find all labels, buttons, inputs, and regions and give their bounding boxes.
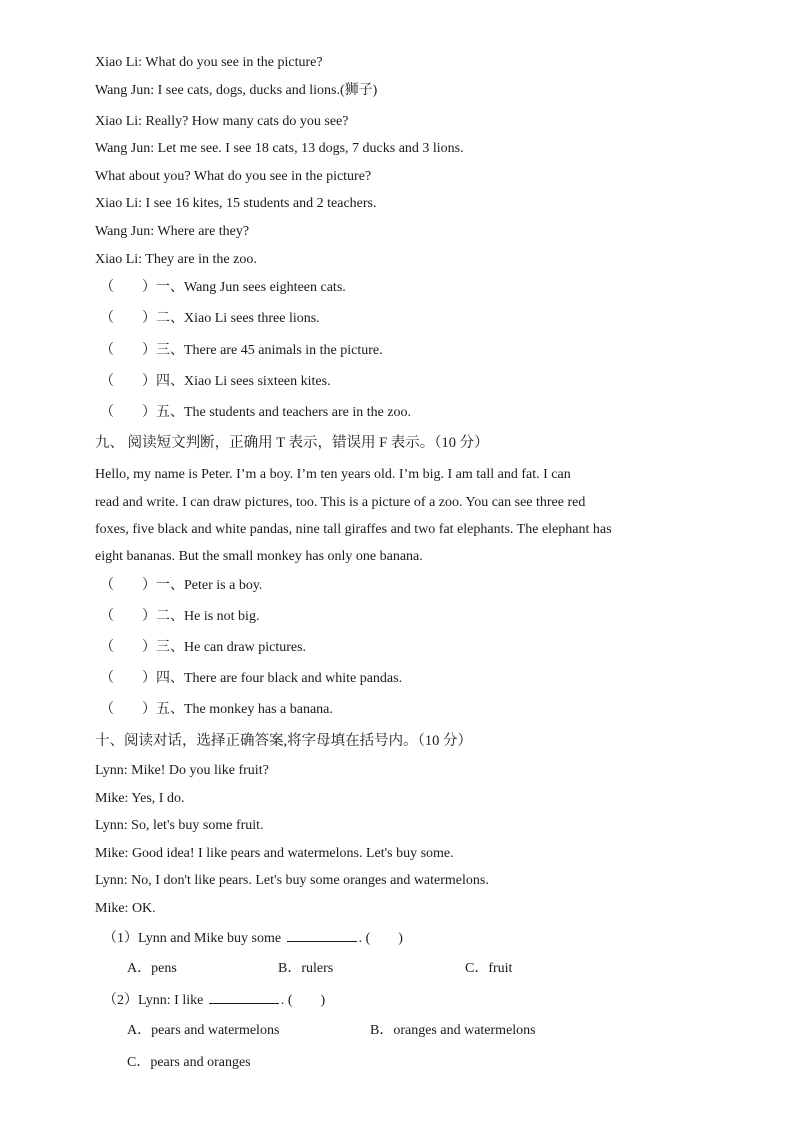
judgment-text: 四、Xiao Li sees sixteen kites.: [156, 374, 331, 389]
judgment-item: [100, 404, 411, 422]
option-c: C．pears and oranges: [127, 1055, 251, 1070]
section-heading: 九、 阅读短文判断，正确用 T 表示，错误用 F 表示。（10 分）: [95, 435, 489, 451]
answer-paren[interactable]: （ ）: [100, 280, 156, 295]
answer-paren[interactable]: （ ）: [100, 374, 156, 389]
passage-line: Hello, my name is Peter. I’m a boy. I’m ten years old. I’m big. I am tall and fat. I can: [95, 467, 571, 482]
judgment-text: 四、There are four black and white pandas.: [156, 671, 403, 686]
dialogue-line: What about you? What do you see in the picture?: [95, 169, 372, 184]
question-prefix: （2）Lynn: I like: [103, 993, 204, 1008]
answer-paren[interactable]: （ ）: [100, 640, 156, 655]
judgment-text: 二、He is not big.: [156, 609, 260, 624]
option-b: B．oranges and watermelons: [370, 1023, 536, 1038]
judgment-item: [100, 639, 306, 657]
judgment-item: [100, 670, 402, 688]
answer-blank[interactable]: [287, 929, 357, 942]
option-b: B．rulers: [278, 961, 334, 976]
dialogue-line: Wang Jun: Where are they?: [95, 224, 250, 239]
answer-paren[interactable]: （ ）: [100, 671, 156, 686]
judgment-item: [100, 608, 259, 626]
judgment-text: 三、He can draw pictures.: [156, 640, 307, 655]
answer-blank[interactable]: [209, 991, 279, 1004]
judgment-item: [100, 577, 262, 595]
dialogue-line: Mike: Good idea! I like pears and watermelons. Let's buy some.: [95, 846, 454, 861]
section-heading: 十、阅读对话，选择正确答案,将字母填在括号内。（10 分）: [95, 733, 472, 749]
question-suffix: . ( ): [280, 993, 326, 1008]
option-a: A．pears and watermelons: [127, 1023, 280, 1038]
dialogue-line: Xiao Li: I see 16 kites, 15 students and 2 teachers.: [95, 196, 377, 211]
passage-line: read and write. I can draw pictures, too. This is a picture of a zoo. You can see three red: [95, 495, 586, 510]
dialogue-line: Lynn: Mike! Do you like fruit?: [95, 763, 269, 778]
judgment-text: 三、There are 45 animals in the picture.: [156, 343, 383, 358]
judgment-text: 一、Peter is a boy.: [156, 578, 263, 593]
judgment-item: [100, 279, 346, 297]
dialogue-line: Lynn: So, let's buy some fruit.: [95, 818, 264, 833]
dialogue-line: Xiao Li: What do you see in the picture?: [95, 55, 323, 70]
answer-paren[interactable]: （ ）: [100, 702, 156, 717]
option-a: A．pens: [127, 961, 177, 976]
judgment-item: [100, 342, 383, 360]
dialogue-line: Xiao Li: They are in the zoo.: [95, 252, 257, 267]
judgment-item: [100, 310, 320, 328]
passage-line: eight bananas. But the small monkey has only one banana.: [95, 549, 423, 564]
dialogue-line: Wang Jun: Let me see. I see 18 cats, 13 dogs, 7 ducks and 3 lions.: [95, 141, 464, 156]
dialogue-line: Mike: Yes, I do.: [95, 791, 185, 806]
answer-paren[interactable]: （ ）: [100, 405, 156, 420]
judgment-text: 一、Wang Jun sees eighteen cats.: [156, 280, 346, 295]
dialogue-line: Mike: OK.: [95, 901, 156, 916]
judgment-item: [100, 701, 333, 719]
answer-paren[interactable]: （ ）: [100, 609, 156, 624]
judgment-item: [100, 373, 331, 391]
answer-paren[interactable]: （ ）: [100, 343, 156, 358]
answer-paren[interactable]: （ ）: [100, 311, 156, 326]
judgment-text: 五、The students and teachers are in the zoo.: [156, 405, 412, 420]
question-prefix: （1）Lynn and Mike buy some: [103, 931, 282, 946]
judgment-text: 二、Xiao Li sees three lions.: [156, 311, 320, 326]
dialogue-line: Lynn: No, I don't like pears. Let's buy some oranges and watermelons.: [95, 873, 489, 888]
question-1: [103, 929, 403, 948]
answer-paren[interactable]: （ ）: [100, 578, 156, 593]
dialogue-line: Wang Jun: I see cats, dogs, ducks and lions.(狮子): [95, 83, 378, 98]
question-suffix: . ( ): [358, 931, 403, 946]
option-c: C．fruit: [465, 961, 513, 976]
dialogue-line: Xiao Li: Really? How many cats do you see?: [95, 114, 349, 129]
judgment-text: 五、The monkey has a banana.: [156, 702, 333, 717]
question-2: [103, 991, 325, 1010]
passage-line: foxes, five black and white pandas, nine tall giraffes and two fat elephants. The elephant has: [95, 522, 612, 537]
